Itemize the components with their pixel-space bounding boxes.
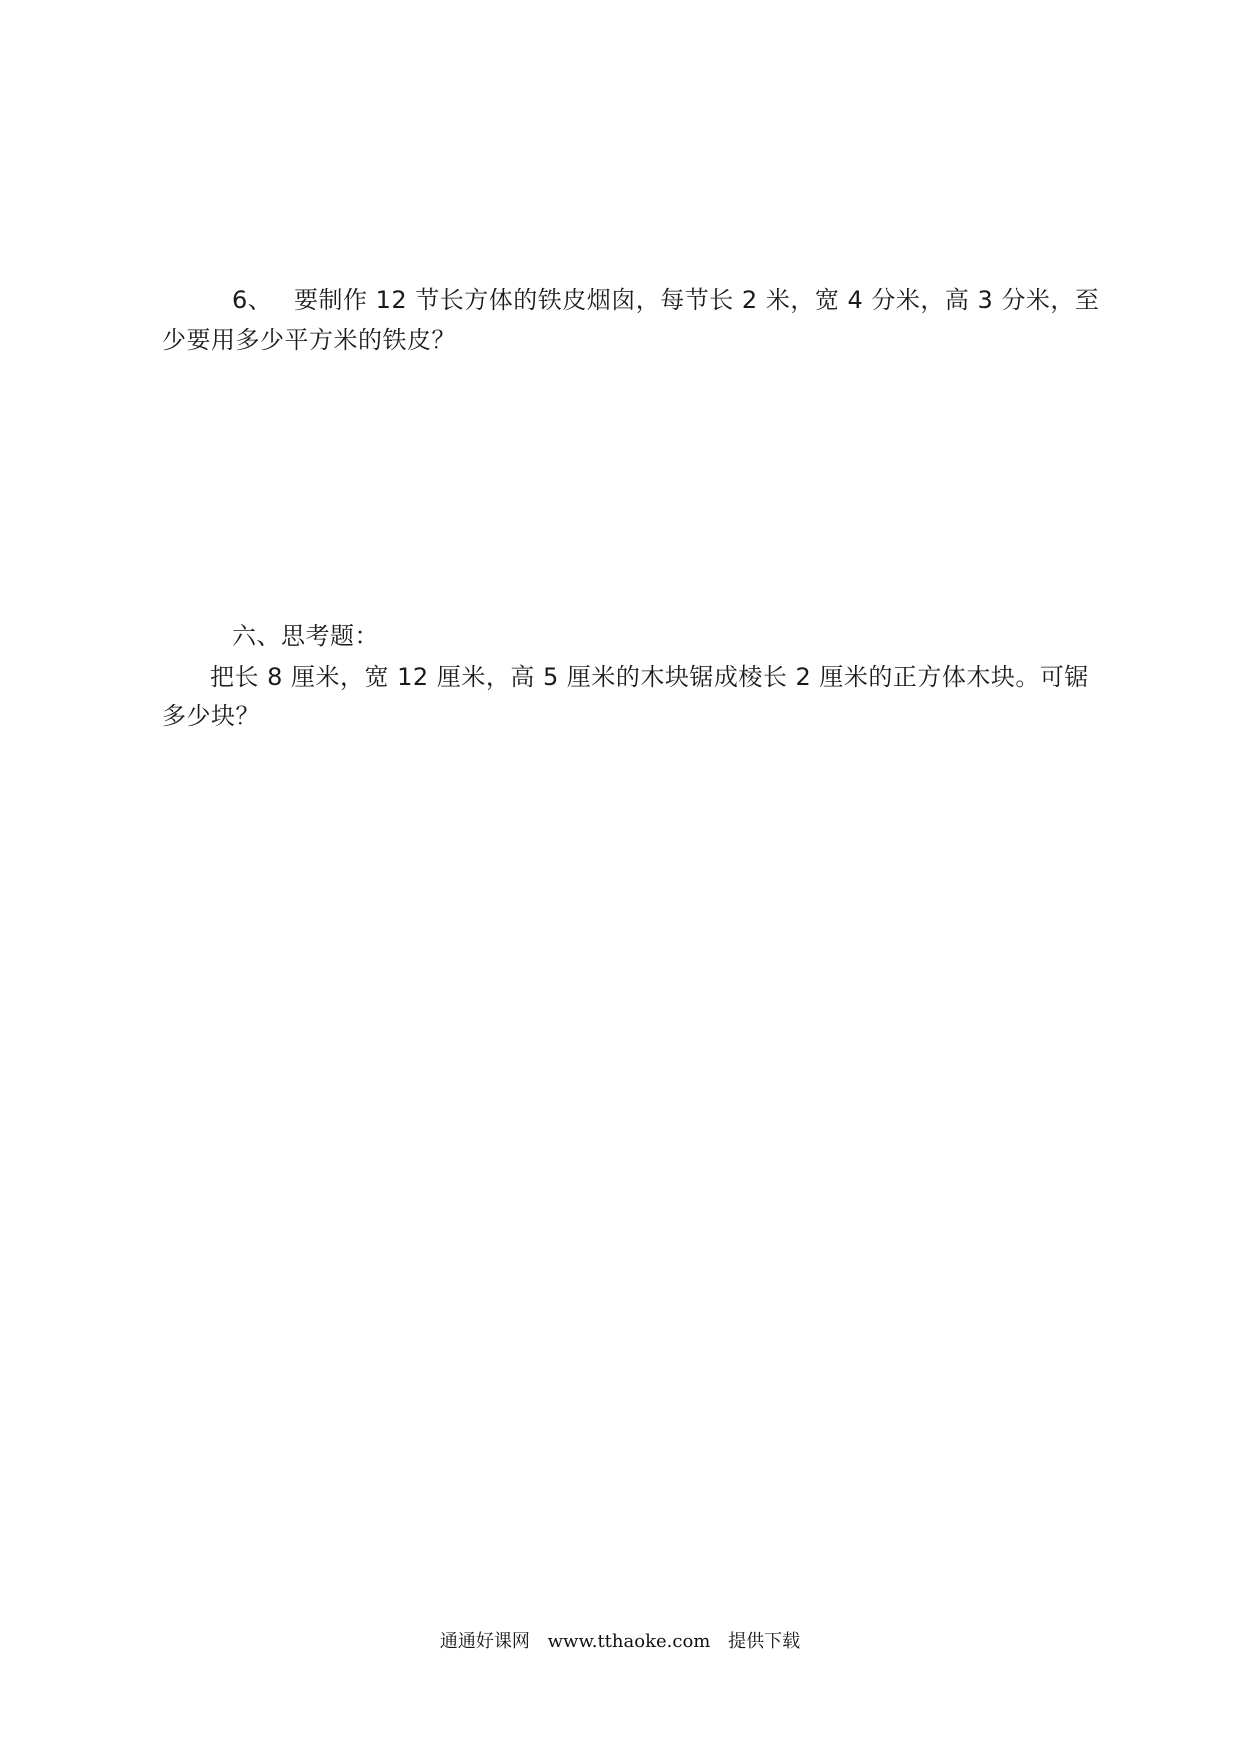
- footer-url: www.tthaoke.com: [547, 1631, 711, 1652]
- question-6-line-2: 少要用多少平方米的铁皮？: [162, 326, 456, 354]
- thinking-question-line-2: 多少块？: [162, 702, 260, 730]
- question-6-line-1: [232, 284, 1099, 316]
- question-6-number: 6、: [232, 286, 273, 314]
- question-6-text-1: 要制作 12 节长方体的铁皮烟囱，每节长 2 米，宽 4 分米，高 3 分米，至: [294, 286, 1100, 314]
- page-footer: [0, 1630, 1240, 1654]
- thinking-question-line-1: 把长 8 厘米，宽 12 厘米，高 5 厘米的木块锯成棱长 2 厘米的正方体木块。可锯: [210, 663, 1089, 691]
- footer-site-name: 通通好课网: [439, 1631, 530, 1652]
- footer-note: 提供下载: [728, 1631, 801, 1652]
- section-6-heading: 六、思考题：: [232, 622, 379, 650]
